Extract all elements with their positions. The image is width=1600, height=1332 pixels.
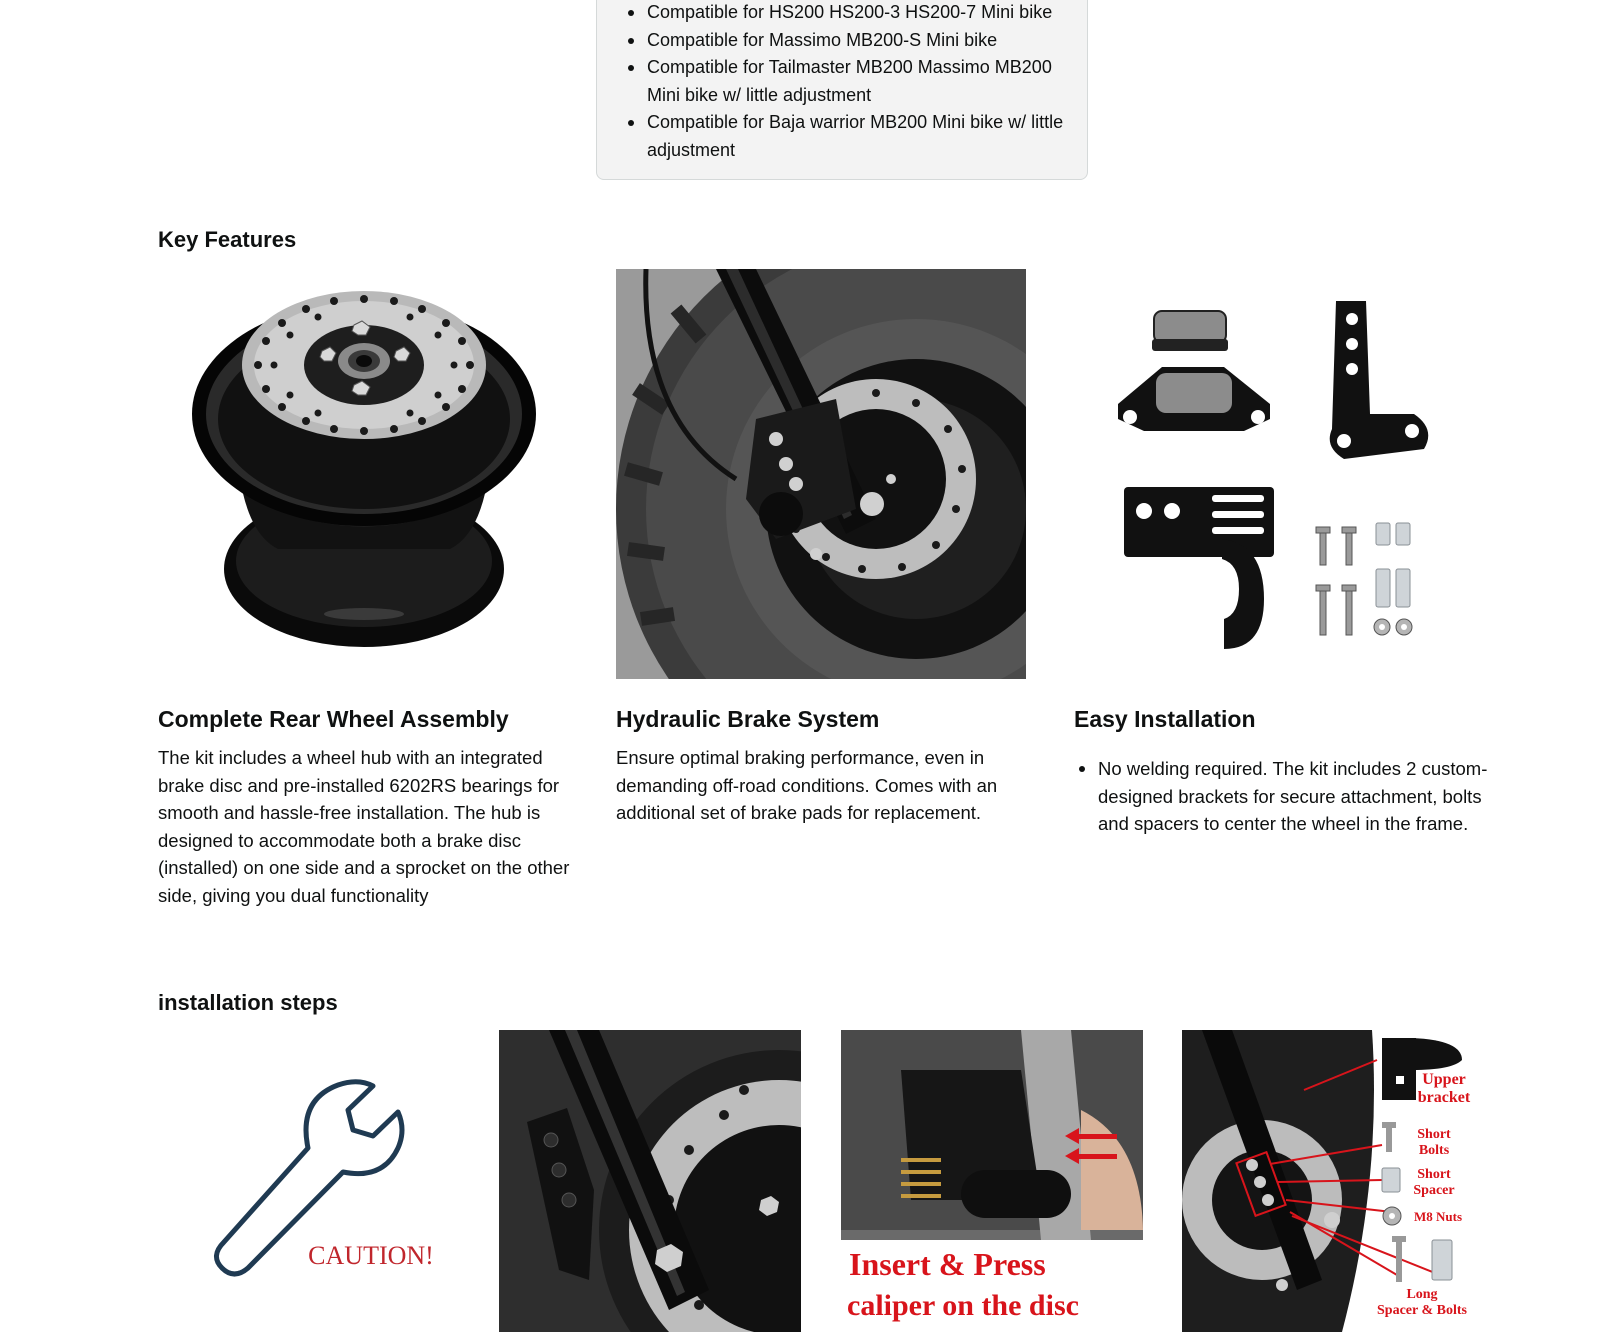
label-bracket: bracket [1417, 1089, 1471, 1106]
step-caution-image[interactable] [158, 1030, 460, 1332]
step-bracket-image[interactable] [499, 1030, 801, 1332]
label-m8-nuts: M8 Nuts [1413, 1209, 1463, 1224]
compatibility-list [647, 0, 1087, 164]
label-short-spacer-1: Short [1417, 1167, 1451, 1182]
label-upper: Upper [1422, 1071, 1466, 1088]
brake-system-image[interactable] [616, 269, 1026, 679]
compatibility-item: Compatible for HS200 HS200-3 HS200-7 Mini bike [647, 0, 1087, 27]
compatibility-item: Compatible for Tailmaster MB200 Massimo MB200 Mini bike w/ little adjustment [647, 54, 1087, 109]
feature-heading-installation: Easy Installation [1074, 706, 1256, 732]
feature-bullets-installation [1098, 755, 1490, 838]
step-caliper-image[interactable] [841, 1030, 1143, 1332]
feature-heading-brake: Hydraulic Brake System [616, 706, 880, 732]
feature-bullet: No welding required. The kit includes 2 custom-designed brackets for secure attachment, bolts and spacers to center the wheel in the frame. [1098, 755, 1490, 838]
feature-body-rear-wheel: The kit includes a wheel hub with an integrated brake disc and pre-installed 6202RS bearings for smooth and hassle-free installation. The hub is designed to accommodate both a brake disc (installed) on one side and a sprocket on the other side, giving you dual functionality [158, 747, 570, 906]
label-long-2: Spacer & Bolts [1377, 1303, 1467, 1318]
caliper-caption-line1: Insert & Press [849, 1246, 1046, 1282]
feature-body-brake: Ensure optimal braking performance, even in demanding off-road conditions. Comes with an additional set of brake pads for replacement. [616, 747, 998, 823]
label-long-1: Long [1406, 1287, 1438, 1302]
label-short-bolts-1: Short [1417, 1127, 1451, 1142]
label-short-spacer-2: Spacer [1413, 1183, 1455, 1198]
key-features-title: Key Features [158, 227, 297, 252]
label-short-bolts-2: Bolts [1418, 1143, 1450, 1158]
brackets-hardware-image[interactable] [1074, 269, 1484, 679]
step-hardware-image[interactable] [1182, 1030, 1484, 1332]
compatibility-box [596, 0, 1088, 180]
caliper-caption-line2: caliper on the disc [847, 1289, 1079, 1322]
compatibility-item: Compatible for Baja warrior MB200 Mini bike w/ little adjustment [647, 109, 1087, 164]
installation-steps-title: installation steps [158, 990, 338, 1015]
compatibility-item: Compatible for Massimo MB200-S Mini bike [647, 27, 1087, 55]
rear-wheel-hub-image[interactable] [158, 269, 568, 679]
caution-label: CAUTION! [308, 1241, 434, 1270]
feature-heading-rear-wheel: Complete Rear Wheel Assembly [158, 706, 509, 732]
